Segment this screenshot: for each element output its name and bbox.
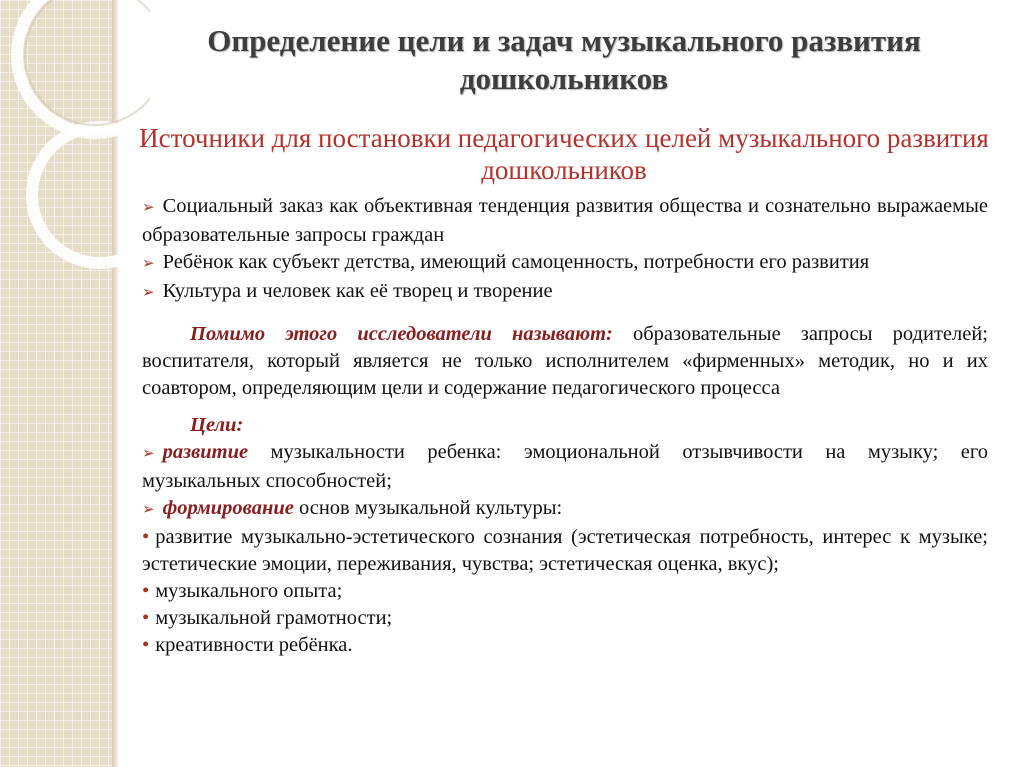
goals-heading: Цели:: [190, 414, 244, 436]
goal-subitem: • музыкального опыта;: [142, 580, 343, 602]
source-item: ➢ Культура и человек как её творец и творение: [142, 280, 553, 302]
goal-item: ➢ развитие музыкальности ребенка: эмоциональной отзывчивости на музыку; его музыкальных способностей;: [142, 441, 988, 492]
arrow-bullet-icon: ➢: [142, 256, 155, 272]
goal-subitem: • развитие музыкально-эстетического сознания (эстетическая потребность, интерес к музыке; эстетические эмоции, переживания, чувства; эстетическая оценка, вкус);: [142, 526, 988, 575]
dot-bullet-icon: •: [142, 607, 150, 629]
arrow-bullet-icon: ➢: [142, 285, 155, 301]
source-item: ➢ Социальный заказ как объективная тенденция развития общества и сознательно выражаемые образовательные запросы граждан: [142, 195, 988, 246]
source-item: ➢ Ребёнок как субъект детства, имеющий самоценность, потребности его развития: [142, 251, 870, 273]
goal-item: ➢ формирование основ музыкальной культуры:: [142, 497, 563, 519]
arrow-bullet-icon: ➢: [142, 502, 155, 518]
arrow-bullet-icon: ➢: [142, 446, 155, 462]
note-text: образовательные запросы родителей; воспитателя, который является не только исполнителем «фирменных» методик, но и их соавтором, определяющим цели и содержание педагогического процесса: [142, 323, 988, 399]
dot-bullet-icon: •: [142, 526, 150, 548]
note-lead: Помимо этого исследователи называют:: [190, 323, 613, 345]
dot-bullet-icon: •: [142, 580, 150, 602]
goal-subitem: • музыкальной грамотности;: [142, 607, 393, 629]
slide-title: Определение цели и задач музыкального развития дошкольников: [207, 23, 921, 96]
dot-bullet-icon: •: [142, 634, 150, 656]
goal-subitem: • креативности ребёнка.: [142, 634, 353, 656]
slide-subtitle: Источники для постановки педагогических целей музыкального развития дошкольников: [139, 123, 989, 185]
researchers-note: [142, 321, 988, 402]
slide-body: [142, 193, 988, 659]
arrow-bullet-icon: ➢: [142, 200, 155, 216]
slide: [124, 0, 1004, 767]
